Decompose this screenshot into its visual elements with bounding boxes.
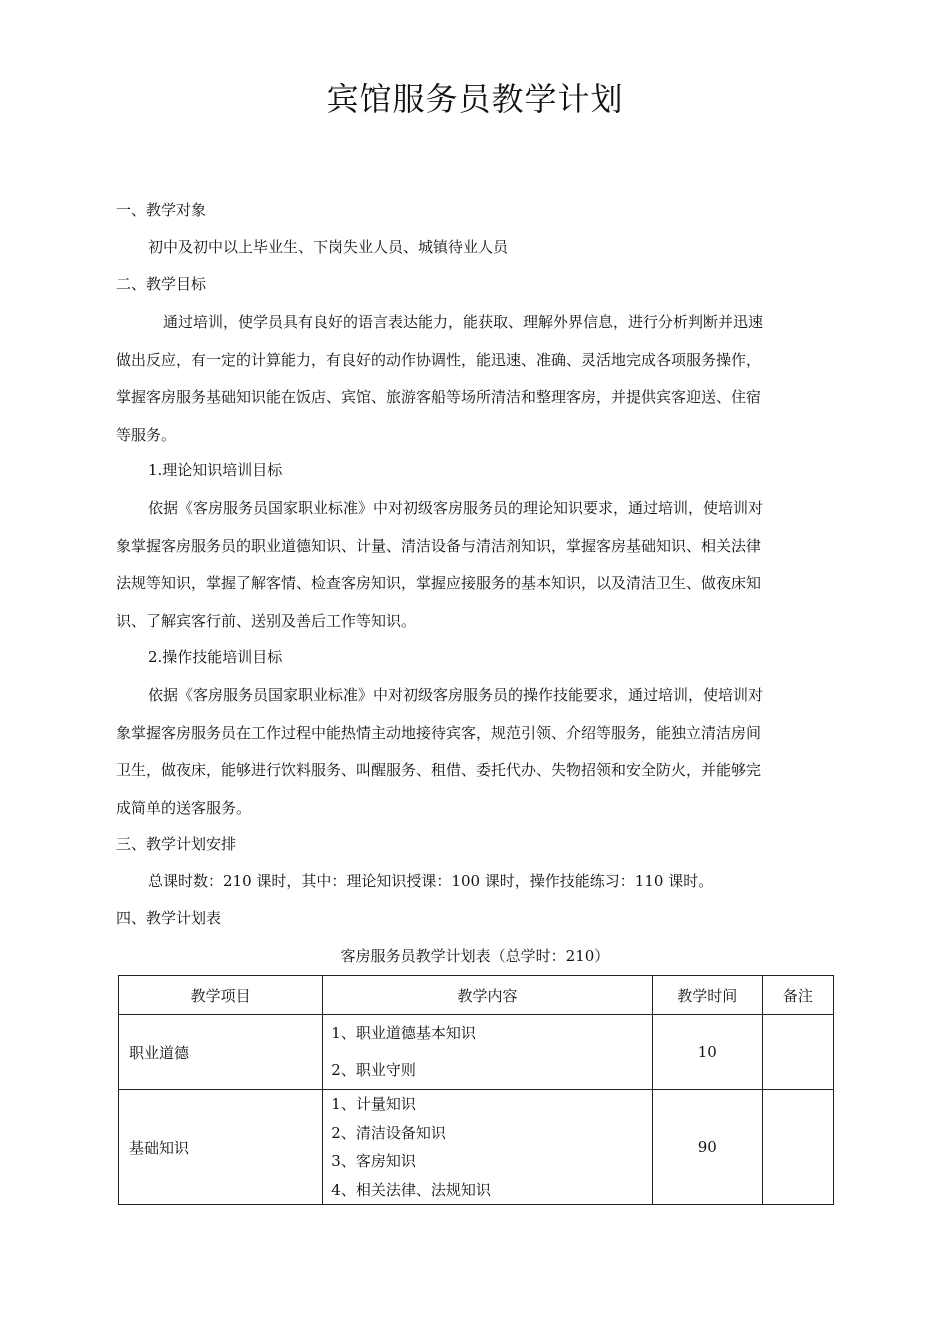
paragraph-line: 掌握客房服务基础知识能在饭店、宾馆、旅游客船等场所清洁和整理客房，并提供宾客迎送、住宿 [116, 388, 762, 406]
schedule-hours-text: 总课时数：210 课时，其中：理论知识授课：100 课时，操作技能练习：110 课时。 [148, 872, 714, 890]
cell-note [762, 1090, 833, 1205]
header-item: 教学项目 [119, 976, 323, 1015]
table-row [119, 1090, 834, 1205]
skill-objective-heading: 2.操作技能培训目标 [148, 648, 283, 666]
header-content: 教学内容 [323, 976, 652, 1015]
header-note: 备注 [762, 976, 833, 1015]
section-heading-plan-table: 四、教学计划表 [116, 909, 222, 927]
paragraph-line: 通过培训，使学员具有良好的语言表达能力，能获取、理解外界信息，进行分析判断并迅速 [148, 313, 764, 331]
paragraph-line: 依据《客房服务员国家职业标准》中对初级客房服务员的操作技能要求，通过培训，使培训对 [148, 686, 764, 704]
paragraph-line: 等服务。 [116, 425, 177, 444]
objectives-intro-paragraph [116, 304, 838, 454]
content-item: 3、客房知识 [331, 1152, 416, 1170]
content-item: 1、计量知识 [331, 1095, 416, 1113]
paragraph-line: 法规等知识，掌握了解客情、检查客房知识，掌握应接服务的基本知识，以及清洁卫生、做夜床知 [116, 574, 762, 592]
header-hours: 教学时间 [652, 976, 762, 1015]
table-caption: 客房服务员教学计划表（总学时：210） [340, 947, 610, 965]
paragraph-line: 成简单的送客服务。 [116, 798, 252, 817]
cell-item: 职业道德 [119, 1015, 323, 1090]
cell-hours: 90 [652, 1090, 762, 1205]
document-title: 宾馆服务员教学计划 [326, 80, 624, 118]
cell-content [323, 1090, 652, 1205]
teaching-plan-table [118, 975, 834, 1205]
cell-item: 基础知识 [119, 1090, 323, 1205]
paragraph-line: 做出反应，有一定的计算能力，有良好的动作协调性，能迅速、准确、灵活地完成各项服务操作， [116, 350, 762, 369]
section-heading-target-audience: 一、教学对象 [116, 201, 207, 219]
paragraph-line: 依据《客房服务员国家职业标准》中对初级客房服务员的理论知识要求，通过培训，使培训对 [148, 499, 764, 517]
skill-objective-paragraph [116, 677, 838, 827]
cell-hours: 10 [652, 1015, 762, 1090]
paragraph-line: 象掌握客房服务员的职业道德知识、计量、清洁设备与清洁剂知识，掌握客房基础知识、相关法律 [116, 536, 762, 555]
theory-objective-heading: 1.理论知识培训目标 [148, 461, 283, 479]
section-heading-objectives: 二、教学目标 [116, 275, 207, 293]
cell-content [323, 1015, 652, 1090]
paragraph-line: 象掌握客房服务员在工作过程中能热情主动地接待宾客，规范引领、介绍等服务，能独立清洁房间 [116, 723, 762, 742]
content-item: 2、清洁设备知识 [331, 1123, 446, 1142]
target-audience-text: 初中及初中以上毕业生、下岗失业人员、城镇待业人员 [148, 238, 509, 256]
content-item: 2、职业守则 [331, 1061, 416, 1079]
cell-note [762, 1015, 833, 1090]
table-header-row [119, 976, 834, 1015]
content-item: 4、相关法律、法规知识 [331, 1180, 491, 1199]
paragraph-line: 卫生，做夜床，能够进行饮料服务、叫醒服务、租借、委托代办、失物招领和安全防火，并能够完 [116, 761, 762, 779]
table-row [119, 1015, 834, 1090]
theory-objective-paragraph [116, 490, 838, 640]
section-heading-schedule: 三、教学计划安排 [116, 835, 237, 853]
paragraph-line: 识、了解宾客行前、送别及善后工作等知识。 [116, 611, 417, 630]
content-item: 1、职业道德基本知识 [331, 1024, 476, 1042]
